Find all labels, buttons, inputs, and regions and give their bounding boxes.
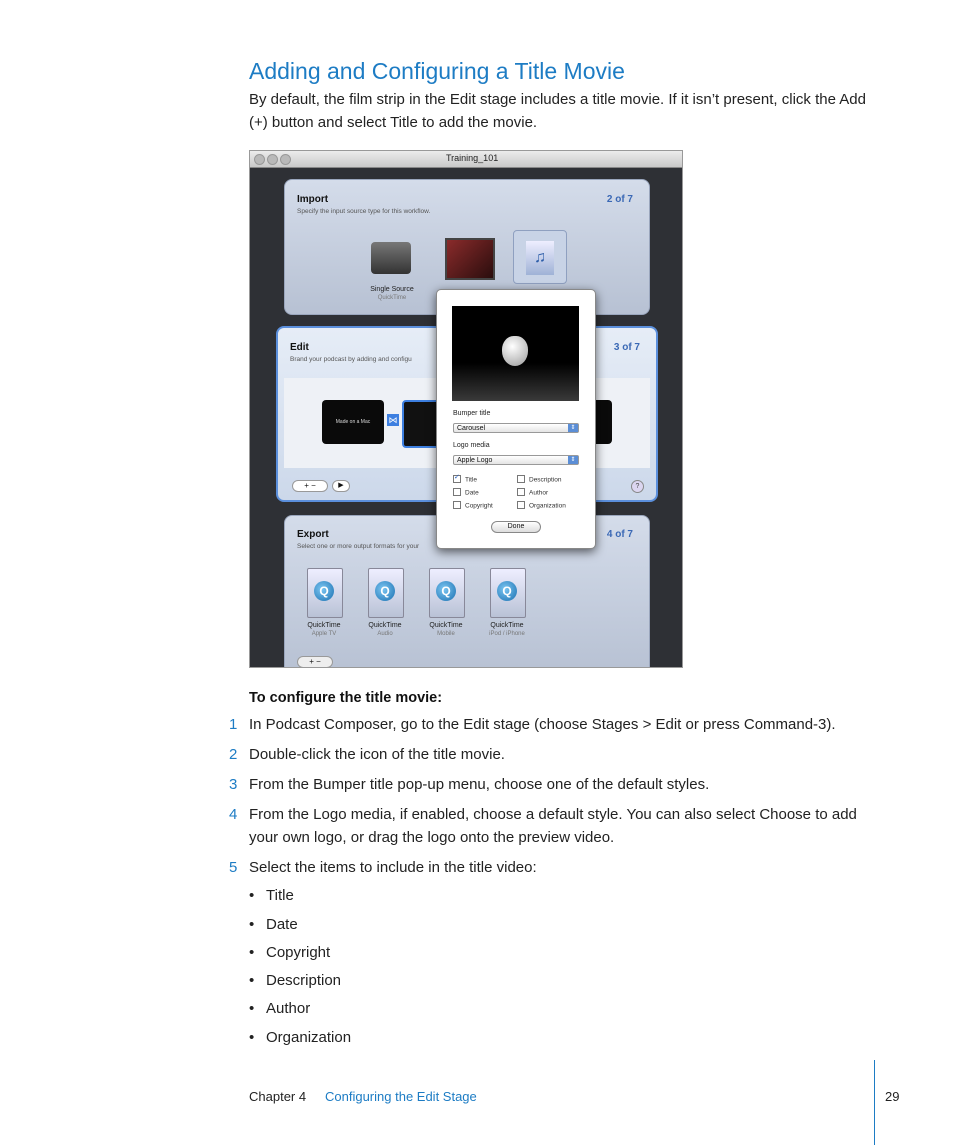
step-text: Select the items to include in the title video:	[249, 859, 537, 876]
step-text: From the Logo media, if enabled, choose a default style. You can also select Choose to add your own logo, or drag the logo onto the preview video.	[249, 806, 857, 846]
import-item-label: Single Source	[370, 286, 414, 293]
bumper-title-label: Bumper title	[453, 410, 491, 417]
checkbox-icon	[453, 488, 461, 496]
checkbox-icon	[517, 501, 525, 509]
import-title: Import	[297, 194, 329, 205]
montage-tile[interactable]	[513, 230, 567, 284]
title-preview	[452, 306, 579, 401]
edit-step: 3 of 7	[613, 342, 640, 353]
footer-chapter: Chapter 4	[249, 1089, 307, 1104]
step-text: Double-click the icon of the title movie.	[249, 746, 505, 763]
procedure-heading: To configure the title movie:	[249, 690, 443, 706]
window-title: Training_101	[446, 153, 499, 163]
bullet-item	[249, 916, 298, 933]
step-number: 1	[229, 716, 238, 733]
bumper-title-value: Carousel	[457, 425, 486, 432]
checkbox-checked-icon	[453, 475, 461, 483]
footer-divider	[874, 1060, 875, 1145]
quicktime-appletv-icon[interactable]: Q	[307, 568, 343, 618]
bullet-text: Copyright	[266, 944, 331, 961]
checkbox-label: Title	[465, 476, 478, 484]
description-checkbox[interactable]	[517, 476, 562, 484]
export-subtitle: Select one or more output formats for your	[297, 543, 420, 550]
title-checkbox[interactable]	[453, 476, 477, 484]
step-number: 4	[229, 806, 238, 823]
bullet-icon: •	[249, 887, 255, 904]
checkbox-icon	[453, 501, 461, 509]
footer-section-link[interactable]: Configuring the Edit Stage	[325, 1089, 477, 1104]
close-window-icon[interactable]	[254, 154, 265, 165]
video-camera-icon[interactable]	[371, 242, 411, 274]
step-text: In Podcast Composer, go to the Edit stage (choose Stages > Edit or press Command-3).	[249, 716, 836, 733]
logo-media-value: Apple Logo	[457, 457, 493, 464]
export-title: Export	[297, 529, 329, 540]
page-number: 29	[885, 1089, 900, 1104]
select-arrows-icon: ⇕	[568, 424, 578, 432]
bullet-text: Date	[266, 916, 298, 933]
bullet-icon: •	[249, 972, 255, 989]
bumper-title-select[interactable]	[453, 423, 579, 433]
bullet-text: Description	[266, 972, 342, 989]
minimize-window-icon[interactable]	[267, 154, 278, 165]
title-movie-popover	[436, 289, 596, 549]
bullet-item	[249, 887, 294, 904]
export-item-label: QuickTime	[429, 622, 463, 629]
play-icon[interactable]: ▶	[332, 480, 350, 492]
export-item-label: QuickTime	[490, 622, 524, 629]
clip-made-on-mac[interactable]: Made on a Mac	[322, 400, 384, 444]
organization-checkbox[interactable]	[517, 502, 566, 510]
checkbox-label: Organization	[529, 502, 566, 510]
zoom-window-icon[interactable]	[280, 154, 291, 165]
help-icon[interactable]: ?	[631, 480, 644, 493]
bullet-item	[249, 1029, 351, 1046]
bullet-icon: •	[249, 944, 255, 961]
checkbox-label: Date	[465, 489, 479, 497]
quicktime-ipod-icon[interactable]: Q	[490, 568, 526, 618]
bullet-text: Author	[266, 1000, 311, 1017]
copyright-checkbox[interactable]	[453, 502, 493, 510]
import-step: 2 of 7	[606, 194, 633, 205]
intro-paragraph: By default, the film strip in the Edit stage includes a title movie. If it isn’t present, click the Add (+) button and select Title to add the movie.	[249, 91, 866, 131]
bullet-item	[249, 944, 330, 961]
edit-title: Edit	[290, 342, 309, 353]
select-arrows-icon: ⇕	[568, 456, 578, 464]
date-checkbox[interactable]	[453, 489, 479, 497]
bullet-text: Title	[266, 887, 294, 904]
export-item-label: QuickTime	[368, 622, 402, 629]
import-item-sub: QuickTime	[377, 295, 407, 301]
export-add-remove-buttons[interactable]: + −	[297, 656, 333, 668]
add-remove-buttons[interactable]: + −	[292, 480, 328, 492]
logo-media-select[interactable]	[453, 455, 579, 465]
checkbox-icon	[517, 488, 525, 496]
export-item-sub: Apple TV	[311, 631, 337, 637]
checkbox-label: Copyright	[465, 502, 493, 510]
checkbox-icon	[517, 475, 525, 483]
film-frames-icon[interactable]	[445, 238, 495, 280]
bullet-item	[249, 972, 341, 989]
step-number: 5	[229, 859, 238, 876]
apple-logo-icon	[502, 336, 528, 366]
step-number: 3	[229, 776, 238, 793]
step-number: 2	[229, 746, 238, 763]
quicktime-mobile-icon[interactable]: Q	[429, 568, 465, 618]
bullet-icon: •	[249, 916, 255, 933]
music-document-icon: ♫	[526, 241, 554, 275]
checkbox-label: Description	[529, 476, 562, 484]
bullet-icon: •	[249, 1029, 255, 1046]
window-titlebar	[250, 151, 682, 168]
logo-media-label: Logo media	[453, 442, 490, 449]
edit-subtitle: Brand your podcast by adding and configu	[290, 356, 412, 363]
import-subtitle: Specify the input source type for this workflow.	[297, 208, 431, 215]
page-title: Adding and Configuring a Title Movie	[249, 58, 625, 84]
bullet-icon: •	[249, 1000, 255, 1017]
transition-icon[interactable]: ⋈	[388, 415, 398, 425]
checkbox-label: Author	[529, 489, 549, 497]
step-text: From the Bumper title pop-up menu, choose one of the default styles.	[249, 776, 710, 793]
export-item-sub: Audio	[377, 631, 393, 637]
app-screenshot	[249, 150, 683, 668]
bullet-text: Organization	[266, 1029, 352, 1046]
export-item-sub: Mobile	[437, 631, 455, 637]
author-checkbox[interactable]	[517, 489, 548, 497]
export-step: 4 of 7	[606, 529, 633, 540]
done-button[interactable]: Done	[491, 521, 541, 533]
export-item-sub: iPod / iPhone	[489, 631, 525, 637]
quicktime-audio-icon[interactable]: Q	[368, 568, 404, 618]
export-item-label: QuickTime	[307, 622, 341, 629]
bullet-item	[249, 1000, 310, 1017]
